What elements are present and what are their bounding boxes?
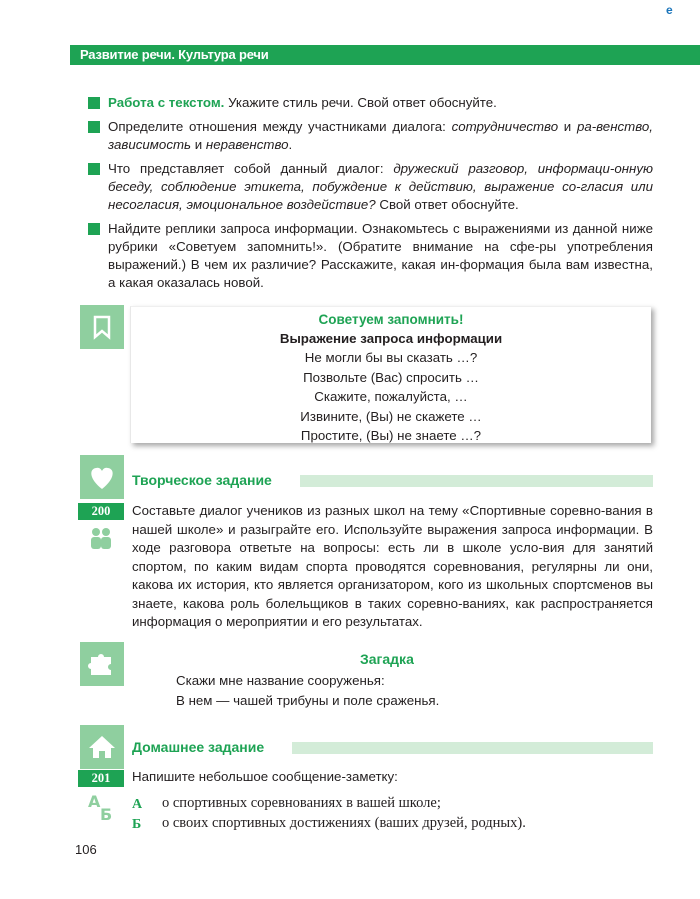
- item-letter: А: [132, 797, 143, 812]
- riddle-title: Загадка: [360, 651, 414, 667]
- task-3-text: Свой ответ обоснуйте.: [375, 197, 519, 212]
- remember-box: [130, 306, 651, 443]
- task-3: [108, 160, 653, 214]
- task-2-italic: неравенство: [205, 137, 289, 152]
- heart-icon: [80, 455, 124, 499]
- item-text: о спортивных соревнованиях в вашей школе;: [162, 795, 441, 811]
- puzzle-icon: [80, 642, 124, 686]
- task-2-text: и: [558, 119, 577, 134]
- bullet-square-icon: [88, 97, 100, 109]
- task-1-lead: Работа с текстом.: [108, 95, 225, 110]
- section-band: [292, 742, 653, 754]
- house-icon: [80, 725, 124, 769]
- task-1-text: Укажите стиль речи. Свой ответ обоснуйте.: [224, 95, 497, 110]
- header-title: Развитие речи. Культура речи: [80, 47, 269, 62]
- riddle-line: В нем — чашей трибуны и поле сраженья.: [176, 693, 440, 708]
- section-band: [300, 475, 653, 487]
- homework-item-a: [132, 795, 652, 813]
- item-letter: Б: [132, 817, 142, 832]
- bullet-square-icon: [88, 163, 100, 175]
- remember-line: Не могли бы вы сказать …?: [304, 350, 478, 365]
- bookmark-icon: [80, 305, 124, 349]
- svg-text:А: А: [88, 792, 101, 811]
- remember-subtitle: Выражение запроса информации: [279, 331, 503, 346]
- homework-item-b: [132, 815, 652, 833]
- remember-line: Скажите, пожалуйста, …: [314, 389, 468, 404]
- page-number: 106: [75, 842, 97, 857]
- bullet-square-icon: [88, 223, 100, 235]
- creative-text: Составьте диалог учеников из разных школ на тему «Спортивные соревно-вания в нашей школе» и разыграйте его. Используйте выражения запроса информации. В ходе разговора ответьте на вопросы: есть ли в школе усло-вия для занятий спортом, по каким видам спорта проводятся соревнования, регулярны ли они, какова их история, кто является организатором, кого из школьных спортсменов вы знаете, какова роль болельщиков в таких соревно-ваниях, как распространяется информация о мероприятии и его результатах.: [132, 503, 653, 629]
- homework-intro: Напишите небольшое сообщение-заметку:: [132, 769, 398, 784]
- task-2-italic: ра-венство, зависимость: [108, 119, 653, 152]
- pair-work-icon: [86, 526, 116, 557]
- task-2-text: .: [288, 137, 293, 152]
- task-2-text: и: [191, 137, 206, 152]
- bullet-square-icon: [88, 121, 100, 133]
- task-2-italic: сотрудничество: [451, 119, 559, 134]
- task-3-text: Что представляет собой данный диалог:: [108, 161, 394, 176]
- letters-icon: [86, 792, 118, 829]
- exercise-number: 200: [78, 503, 124, 520]
- creative-title: Творческое задание: [132, 472, 272, 488]
- item-text: о своих спортивных достижениях (ваших друзей, родных).: [162, 815, 526, 831]
- riddle-line: Скажи мне название сооруженья:: [176, 673, 385, 688]
- task-3-italic: дружеский разговор, информаци-онную беседу, соблюдение этикета, побуждение к действию, выражение со-гласия или несогласия, эмоциональное воздействие?: [108, 161, 653, 212]
- remember-line: Позвольте (Вас) спросить …: [303, 369, 479, 385]
- task-4-text: Найдите реплики запроса информации. Ознакомьтесь с выражениями из данной ниже рубрики «Советуем запомнить!». (Обратите внимание на сфе-ры употребления выражений.) В чем их различие? Расскажите, какая ин-формация была вам известна, а какая оказалась новой.: [108, 221, 653, 290]
- svg-text:Б: Б: [100, 805, 113, 824]
- task-4: [108, 220, 653, 292]
- homework-title: Домашнее задание: [132, 739, 265, 755]
- task-1: [108, 94, 653, 112]
- exercise-number: 201: [78, 770, 124, 787]
- task-2-text: Определите отношения между участниками диалога:: [108, 119, 452, 134]
- logo-mark: e: [666, 3, 673, 17]
- remember-line: Простите, (Вы) не знаете …?: [300, 428, 482, 443]
- remember-line: Извините, (Вы) не скажете …: [300, 408, 482, 424]
- remember-title: Советуем запомнить!: [318, 312, 464, 327]
- publisher-logo: [666, 3, 673, 17]
- task-2: [108, 118, 653, 154]
